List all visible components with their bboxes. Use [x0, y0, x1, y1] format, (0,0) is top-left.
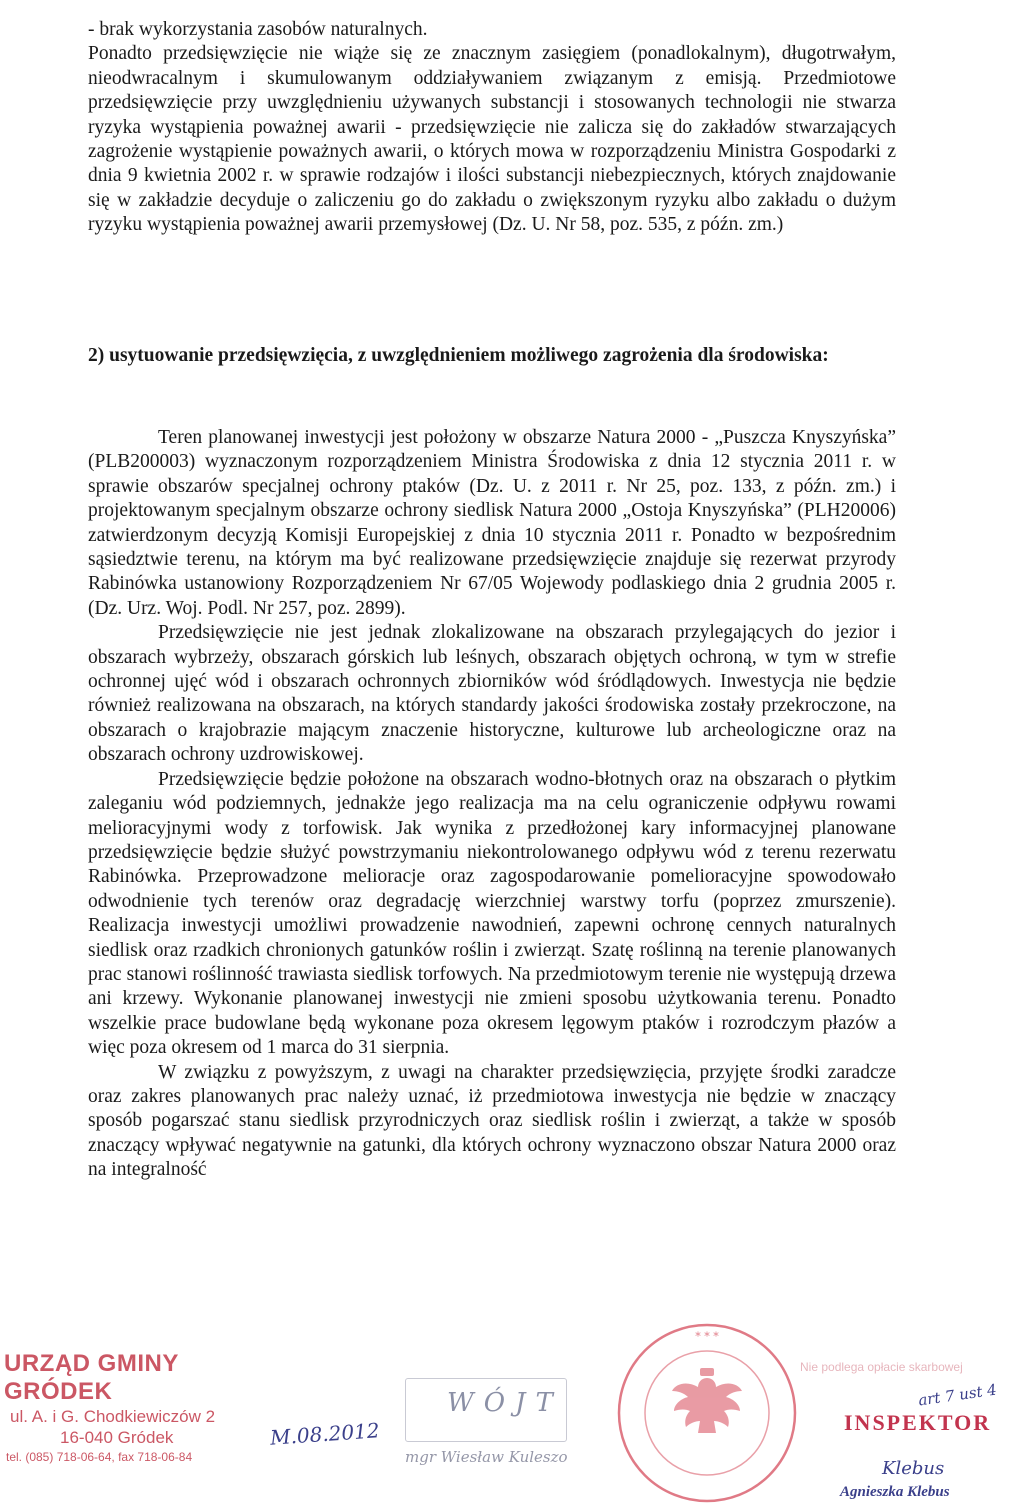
section-body [88, 426, 896, 1183]
paragraph: Przedsięwzięcie będzie położone na obszarach wodno-błotnych oraz na obszarach o płytkim zaleganiu wód podziemnych, jednakże jego realizacja ma na celu ograniczenie odpływu rowami melioracyjnymi wody z torfowisk. Jak wynika z przedłożonej kary informacyjnej planowane przedsięwzięcie będzie służyć powstrzymaniu niekontrolowanego odpływu wód z terenu rezerwatu Rabinówka. Przeprowadzone melioracje oraz zagospodarowanie pomelioracyjne spowodowało odwodnienie tych terenów oraz degradację wierzchniej warstwy torfu (poprzez zmurszenie). Realizacja inwestycji umożliwi prowadzenie nawodnień, zapewni ochronę cennych naturalnych siedlisk oraz rzadkich chronionych gatunków roślin i zwierząt. Szatę roślinną na terenie planowanych prac stanowi roślinność trawiasta siedlisk torfowych. Na przedmiotowym terenie nie występują drzewa ani krzewy. Wykonanie planowanej inwestycji nie zmieni sposobu użytkowania terenu. Ponadto wszelkie prace budowlane będą wykonane poza okresem lęgowym ptaków i rozrodczym płazów a więc poza okresem od 1 marca do 31 sierpnia. [88, 768, 896, 1059]
office-street: ul. A. i G. Chodkiewiczów 2 [10, 1407, 216, 1426]
inspector-title: INSPEKTOR [844, 1410, 992, 1435]
inspector-stamp [800, 1358, 1020, 1500]
inspector-signature: Klebus [882, 1458, 945, 1479]
office-city: 16-040 Gródek [60, 1428, 174, 1447]
paragraph: Przedsięwzięcie nie jest jednak zlokalizowane na obszarach przylegających do jezior i obszarach wybrzeży, obszarach górskich lub leśnych, obszarach objętych ochroną, w tym w strefie ochronnej ujęć wód i obszarach ochronnych zbiorników wód śródlądowych. Inwestycja nie będzie również realizowana na obszarach, na których standardy jakości środowiska zostały przekroczone, na obszarach o krajobrazie mającym znaczenie historyczne, kulturowe lub archeologiczne oraz na obszarach ochrony uzdrowiskowej. [88, 622, 896, 766]
wojt-title: WÓJT [447, 1388, 563, 1418]
office-stamp [4, 1350, 264, 1466]
section-heading [20, 343, 896, 368]
handwritten-date: M.08.2012 [269, 1418, 381, 1450]
round-seal-icon [612, 1318, 802, 1508]
office-phone: tel. (085) 718-06-64, fax 718-06-84 [6, 1450, 193, 1464]
paragraph-text: Ponadto przedsięwzięcie nie wiąże się ze znacznym zasięgiem (ponadlokalnym), długotrwałym, nieodwracalnym i skumulowanym oddziaływaniem związanym z emisją. Przedmiotowe przedsięwzięcie przy uwzględnieniu używanych substancji i stosowanych technologii nie stwarza ryzyka wystąpienia poważnej awarii - przedsięwzięcie nie zalicza się do zakładów stwarzających zagrożenie wystąpienie poważnych awarii, o których mowa w rozporządzeniu Ministra Gospodarki z dnia 9 kwietnia 2002 r. w sprawie rodzajów i ilości substancji niebezpiecznych, których znajdowanie się w zakładzie decyduje o zaliczeniu go do zakładu o zwiększonym ryzyku albo zakładu o dużym ryzyku wystąpienia poważnej awarii przemysłowej (Dz. U. Nr 58, poz. 535, z późn. zm.) [88, 43, 896, 236]
top-paragraph [88, 18, 896, 238]
paragraph: W związku z powyższym, z uwagi na charakter przedsięwzięcia, przyjęte środki zaradcze oraz zakres planowanych prac należy uznać, iż przedmiotowa inwestycja nie będzie w znaczący sposób pogarszać stanu siedlisk przyrodniczych oraz siedlisk roślin i zwierząt, a także w sposób znaczący wpływać negatywnie na gatunki, dla których ochrony wyznaczono obszar Natura 2000 oraz na integralność [88, 1061, 896, 1181]
wojt-stamp [405, 1358, 635, 1503]
section-heading-text: 2) usytuowanie przedsięwzięcia, z uwzględnieniem możliwego zagrożenia dla środowiska: [88, 345, 829, 366]
handwritten-annotation: art 7 ust 4 [917, 1380, 998, 1410]
fee-exempt-note: Nie podlega opłacie skarbowej [800, 1360, 963, 1374]
paragraph: Teren planowanej inwestycji jest położony w obszarze Natura 2000 - „Puszcza Knyszyńska” (PLB200003) wyznaczonym rozporządzeniem Ministra Środowiska z dnia 12 stycznia 2011 r. w sprawie obszarów specjalnej ochrony ptaków (Dz. U. z 2011 r. Nr 25, poz. 133, z późn. zm.) i projektowanym specjalnym obszarze ochrony siedlisk Natura 2000 „Ostoja Knyszyńska” (PLH20006) zatwierdzonym decyzją Komisji Europejskiej z dnia 10 stycznia 2011 r. Ponadto w bezpośrednim sąsiedztwie terenu, na którym ma być realizowane przedsięwzięcie znajduje się rezerwat przyrody Rabinówka ustanowiony Rozporządzeniem Nr 67/05 Wojewody podlaskiego dnia 2 grudnia 2005 r. (Dz. Urz. Woj. Podl. Nr 257, poz. 2899). [88, 427, 896, 619]
bullet-line: - brak wykorzystania zasobów naturalnych. [88, 19, 428, 40]
svg-text:* * *: * * * [695, 1330, 719, 1343]
office-name: URZĄD GMINY GRÓDEK [4, 1350, 179, 1405]
wojt-name: mgr Wiesław Kuleszo [405, 1448, 568, 1466]
inspector-name: Agnieszka Klebus [840, 1484, 950, 1500]
